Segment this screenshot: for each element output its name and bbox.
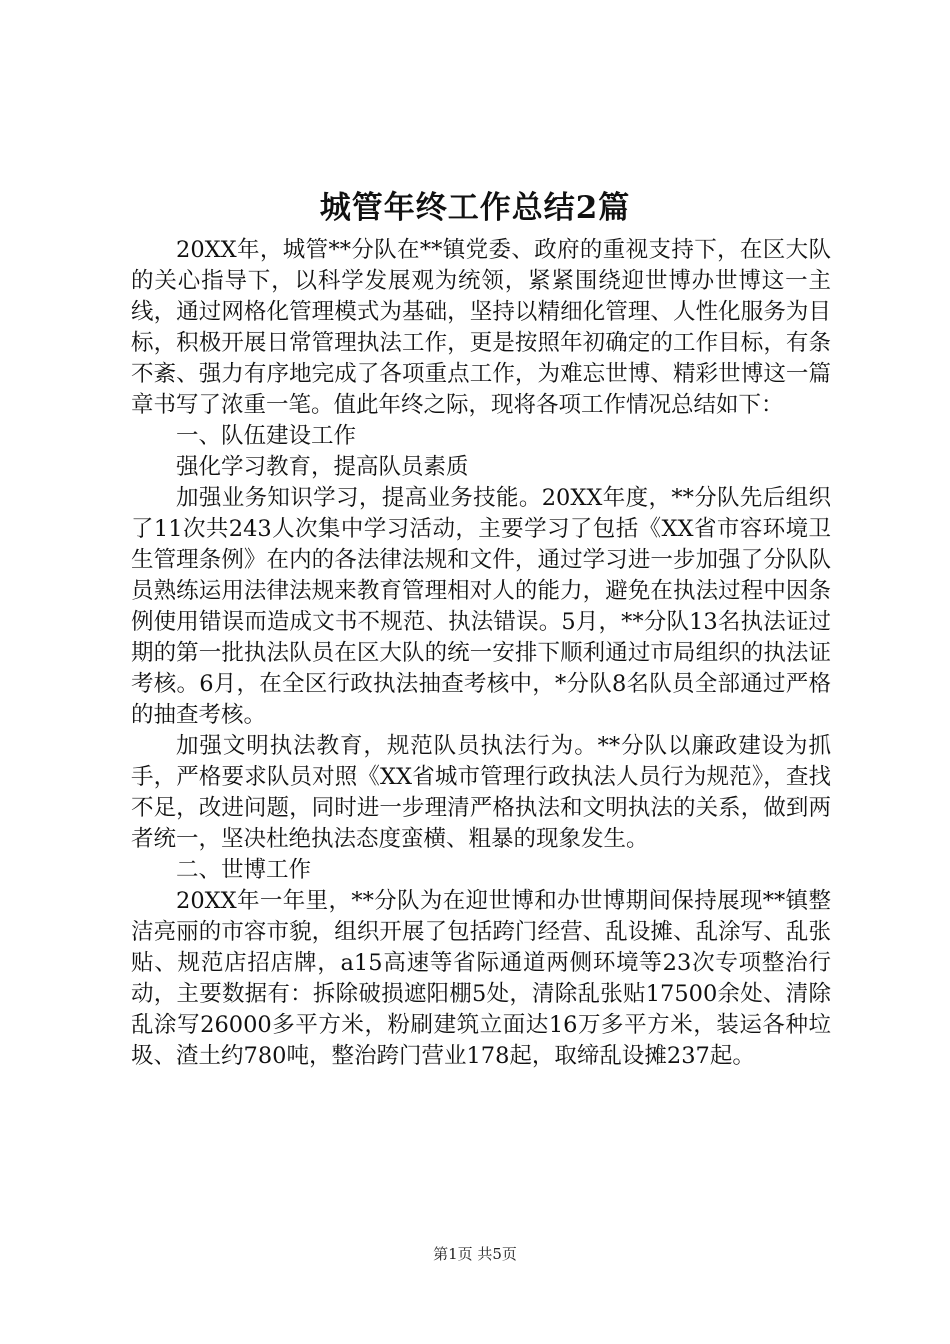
study-paragraph: 加强业务知识学习，提高业务技能。20XX年度，**分队先后组织了11次共243人次集中学习活动，主要学习了包括《XX省市容环境卫生管理条例》在内的各法律法规和文件，通过学习进一步加强了分队队员熟练运用法律法规来教育管理相对人的能力，避免在执法过程中因条例使用错误而造成文书不规范、执法错误。5月，**分队13名执法证过期的第一批执法队员在区大队的统一安排下顺利通过市局组织的执法证考核。6月，在全区行政执法抽查考核中，*分队8名队员全部通过严格的抽查考核。: [131, 485, 831, 728]
intro-paragraph: 20XX年，城管**分队在**镇党委、政府的重视支持下，在区大队的关心指导下，以科学发展观为统领，紧紧围绕迎世博办世博这一主线，通过网格化管理模式为基础，坚持以精细化管理、人性化服务为目标，积极开展日常管理执法工作，更是按照年初确定的工作目标，有条不紊、强力有序地完成了各项重点工作，为难忘世博、精彩世博这一篇章书写了浓重一笔。值此年终之际，现将各项工作情况总结如下：: [131, 237, 831, 418]
document-body: [131, 235, 831, 1072]
civil-enforcement-paragraph: 加强文明执法教育，规范队员执法行为。**分队以廉政建设为抓手，严格要求队员对照《XX省城市管理行政执法人员行为规范》，查找不足，改进问题，同时进一步理清严格执法和文明执法的关系，做到两者统一，坚决杜绝执法态度蛮横、粗暴的现象发生。: [131, 733, 831, 852]
section-heading-team-building: 一、队伍建设工作: [176, 423, 357, 449]
page-footer: 第1页 共5页: [433, 1245, 517, 1263]
document-title: 城管年终工作总结2篇: [319, 190, 631, 226]
subsection-heading-study: 强化学习教育，提高队员素质: [176, 454, 469, 480]
section-heading-expo: 二、世博工作: [176, 857, 312, 883]
expo-paragraph: 20XX年一年里，**分队为在迎世博和办世博期间保持展现**镇整洁亮丽的市容市貌，组织开展了包括跨门经营、乱设摊、乱涂写、乱张贴、规范店招店牌，a15高速等省际通道两侧环境等23次专项整治行动，主要数据有：拆除破损遮阳棚5处，清除乱张贴17500余处、清除乱涂写26000多平方米，粉刷建筑立面达16万多平方米，装运各种垃圾、渣土约780吨，整治跨门营业178起，取缔乱设摊237起。: [131, 888, 831, 1069]
